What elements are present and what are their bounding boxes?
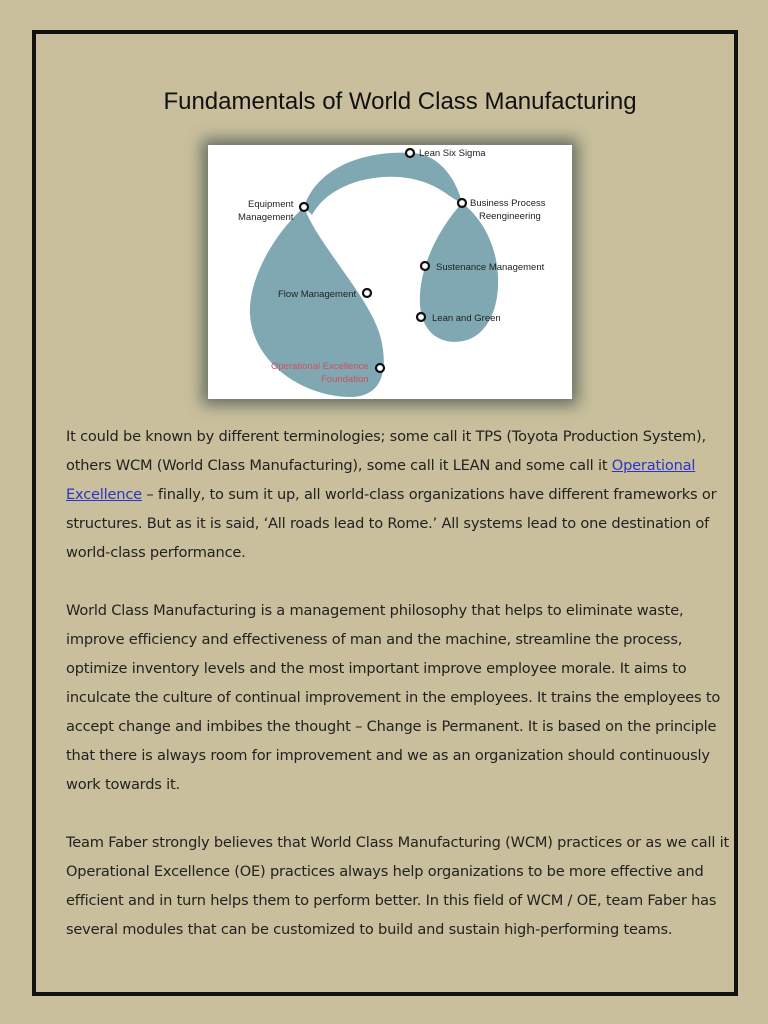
label-lean-green: Lean and Green [432,313,501,324]
paragraph-3: Team Faber strongly believes that World Class Manufacturing (WCM) practices or as we call it Operational Excellence (OE) practices always help organizations to be more effective and efficient and in turn helps them to perform better. In this field of WCM / OE, team Faber has several modules that can be customized to build and sustain high-performing teams. [66,834,730,938]
wcm-diagram [208,145,572,399]
label-oe-line1: Operational Excellence [271,361,369,372]
label-equipment-line2: Management [238,212,294,223]
node-flow-management [363,289,371,297]
page-frame [32,30,738,996]
paragraph-1-text-b: – finally, to sum it up, all world-class organizations have different frameworks or structures. But as it is said, ‘All roads lead to Rome.’ All systems lead to one destination of world-class performance. [66,486,717,561]
top-arc-shape [304,153,462,215]
node-equipment-management [300,203,308,211]
label-oe-line2: Foundation [321,374,369,385]
node-business-process [458,199,466,207]
node-oe-foundation [376,364,384,372]
node-sustenance-management [421,262,429,270]
article-body [66,422,732,973]
paragraph-1-text-a: It could be known by different terminologies; some call it TPS (Toyota Production System), others WCM (World Class Manufacturing), some call it LEAN and some call it [66,428,706,474]
label-equipment-line1: Equipment [248,199,294,210]
label-bpr-line1: Business Process [470,198,546,209]
page-title: Fundamentals of World Class Manufacturing [163,88,637,115]
wcm-diagram-svg [208,145,572,399]
operational-excellence-link[interactable]: Operational Excellence [66,457,696,503]
label-bpr-line2: Reengineering [479,211,541,222]
paragraph-2: World Class Manufacturing is a management philosophy that helps to eliminate waste, improve efficiency and effectiveness of man and the machine, streamline the process, optimize inventory levels and the most important improve employee morale. It aims to inculcate the culture of continual improvement in the employees. It trains the employees to accept change and imbibes the thought – Change is Permanent. It is based on the principle that there is always room for improvement and we as an organization should continuously work towards it. [66,602,721,793]
label-flow: Flow Management [278,289,357,300]
label-lean-six-sigma: Lean Six Sigma [419,148,486,159]
paragraph-1 [66,422,732,567]
node-lean-and-green [417,313,425,321]
label-sustenance: Sustenance Management [436,262,545,273]
node-lean-six-sigma [406,149,414,157]
